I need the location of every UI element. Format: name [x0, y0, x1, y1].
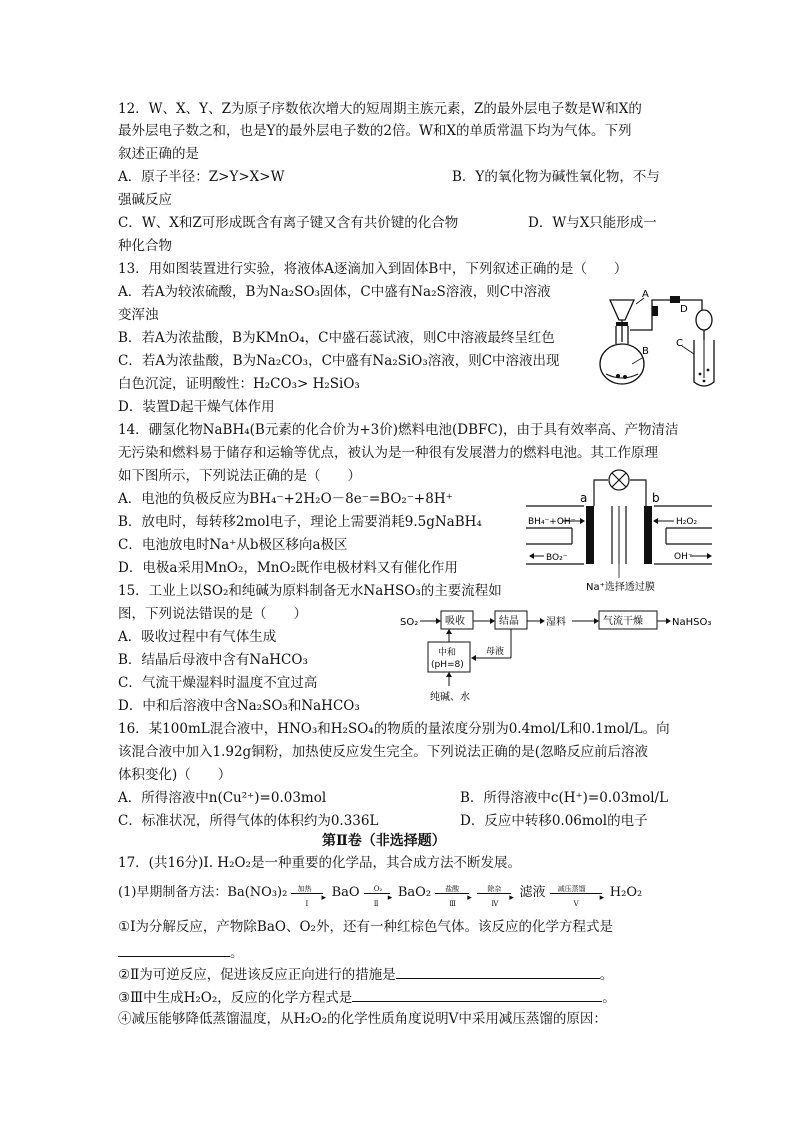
- q17-sub2-end: 。: [599, 967, 614, 983]
- q17-arrow-1-step: Ⅰ: [305, 899, 309, 908]
- q17-stem: 17．(共16分)Ⅰ. H₂O₂是一种重要的化学品，其合成方法不断发展。: [118, 855, 521, 871]
- q16-stem-line2: 该混合液中加入1.92g铜粉，加热使反应发生完全。下列说法正确的是(忽略反应前后溶液: [118, 744, 648, 760]
- q13-option-a: A．若A为较浓硫酸，B为Na₂SO₃固体，C中盛有Na₂S溶液，则C中溶液: [118, 284, 551, 300]
- q15-fig-ph: (pH=8): [431, 660, 464, 670]
- q12-option-a: A．原子半径：Z>Y>X>W: [118, 169, 285, 185]
- q14-option-d: D．电极a采用MnO₂，MnO₂既作电极材料又有催化作用: [118, 560, 458, 576]
- q15-fig-mother: 母液: [486, 647, 505, 657]
- q14-fig-electrode-b: b: [652, 491, 660, 505]
- q16-stem-line3: 体积变化)（ ）: [118, 767, 232, 783]
- q17-sub3-text: ③Ⅲ中生成H₂O₂，反应的化学方程式是: [118, 990, 353, 1006]
- q14-option-b: B．放电时，每转移2mol电子，理论上需要消耗9.5gNaBH₄: [118, 514, 482, 530]
- q13-fig-label-c: C: [676, 338, 683, 349]
- q14-option-a: A．电池的负极反应为BH₄⁻+2H₂O－8e⁻=BO₂⁻+8H⁺: [118, 491, 453, 507]
- q13-option-d: D．装置D起干燥气体作用: [118, 399, 275, 415]
- q17-arrow-2-step: Ⅱ: [373, 899, 379, 908]
- q17-arrow-3-step: Ⅲ: [449, 899, 456, 908]
- q15-option-c: C．气流干燥湿料时温度不宜过高: [118, 675, 318, 691]
- q14-stem-line2: 无污染和燃料易于储存和运输等优点，被认为是一种很有发展潜力的燃料电池。其工作原理: [118, 445, 658, 461]
- q17-arrow-3: 盐酸 ▸ Ⅲ: [435, 886, 473, 900]
- q17-species-bao2: BaO₂: [397, 885, 432, 900]
- q12-option-d: D．W与X只能形成一: [528, 215, 657, 231]
- q15-fig-crystal: 结晶: [499, 616, 519, 627]
- q17-sub1-answer: [118, 942, 244, 962]
- q17-species-h2o2: H₂O₂: [609, 885, 643, 900]
- q17-arrow-5-label: 减压蒸馏: [557, 884, 586, 893]
- q13-fig-label-a: A: [642, 289, 649, 300]
- q16-option-c: C．标准状况，所得气体的体积约为0.336L: [118, 813, 379, 829]
- section-two-heading: 第Ⅱ卷（非选择题）: [322, 833, 446, 849]
- q17-arrow-2-label: O₂: [373, 884, 383, 893]
- q17-sub1-blank[interactable]: [118, 942, 230, 957]
- q13-fig-label-b: B: [642, 346, 649, 357]
- q13-option-c-cont: 白色沉淀，证明酸性：H₂CO₃> H₂SiO₃: [118, 376, 360, 392]
- q15-stem-line2: 图，下列说法错误的是（ ）: [118, 606, 307, 622]
- q12-option-d-cont: 种化合物: [118, 238, 172, 254]
- q16-option-b: B．所得溶液中c(H⁺)=0.03mol/L: [460, 790, 669, 806]
- q15-fig-dry: 气流干燥: [603, 616, 643, 627]
- q16-option-a: A．所得溶液中n(Cu²⁺)=0.03mol: [118, 790, 327, 806]
- q14-stem-line3: 如下图所示，下列说法正确的是（ ）: [118, 468, 361, 484]
- q17-species-bao: BaO: [331, 885, 360, 900]
- q13-option-b: B．若A为浓盐酸，B为KMnO₄，C中盛石蕊试液，则C中溶液最终呈红色: [118, 330, 555, 346]
- q14-fig-electrode-a: a: [580, 491, 588, 505]
- q17-early-method: [118, 884, 643, 908]
- q17-sub3-blank[interactable]: [352, 987, 602, 1002]
- q14-fuel-cell-figure: [524, 466, 714, 596]
- q17-early-label: (1)早期制备方法：Ba(NO₃)₂: [118, 885, 288, 900]
- q17-sub3-end: 。: [602, 990, 616, 1006]
- q13-stem: 13．用如图装置进行实验，将液体A逐滴加入到固体B中，下列叙述正确的是（ ）: [118, 261, 628, 277]
- q17-arrow-3-label: 盐酸: [445, 884, 460, 893]
- q15-fig-absorb: 吸收: [445, 616, 465, 627]
- q17-arrow-5: 减压蒸馏 ▸ Ⅴ: [550, 886, 606, 900]
- q13-fig-label-d: D: [680, 304, 688, 315]
- q12-option-b-cont: 强碱反应: [118, 192, 172, 208]
- q17-arrow-5-step: Ⅴ: [573, 899, 579, 908]
- q13-apparatus-figure: [592, 282, 732, 392]
- q15-stem-line1: 15．工业上以SO₂和纯碱为原料制备无水NaHSO₃的主要流程如: [118, 583, 502, 599]
- q15-fig-soda: 纯碱、水: [430, 692, 470, 703]
- q17-sub1-text: ①Ⅰ为分解反应，产物除BaO、O₂外，还有一种红棕色气体。该反应的化学方程式是: [118, 919, 613, 935]
- q14-fig-membrane-label: Na⁺选择透过膜: [586, 582, 655, 593]
- q17-arrow-4-label: 除杂: [487, 884, 502, 893]
- q17-sub2-blank[interactable]: [396, 964, 600, 979]
- q17-sub4-text: ④减压能够降低蒸馏温度，从H₂O₂的化学性质角度说明Ⅴ中采用减压蒸馏的原因：: [118, 1011, 607, 1027]
- q15-fig-wet: 湿料: [546, 617, 566, 628]
- q17-arrow-1: 加热 ▸ Ⅰ: [291, 886, 327, 900]
- q13-option-c: C．若A为浓盐酸，B为Na₂CO₃，C中盛有Na₂SiO₃溶液，则C中溶液出现: [118, 353, 560, 369]
- q12-option-c: C．W、X和Z可形成既含有离子键又含有共价键的化合物: [118, 215, 459, 231]
- q17-sub3: [118, 987, 616, 1007]
- q15-option-a: A．吸收过程中有气体生成: [118, 629, 277, 645]
- q17-arrow-2: O₂ ▸ Ⅱ: [364, 886, 394, 900]
- q16-option-d: D．反应中转移0.06mol的电子: [460, 813, 648, 829]
- q15-option-b: B．结晶后母液中含有NaHCO₃: [118, 652, 308, 668]
- q12-stem-line3: 叙述正确的是: [118, 146, 199, 162]
- q12-stem-line1: 12．W、X、Y、Z为原子序数依次增大的短周期主族元素，Z的最外层电子数是W和X的: [118, 101, 642, 117]
- q14-fig-left-output: BO₂⁻: [546, 553, 568, 563]
- q13-option-a-cont: 变浑浊: [118, 307, 159, 323]
- q15-process-flow-figure: [396, 608, 726, 704]
- q17-arrow-1-label: 加热: [297, 884, 312, 893]
- q17-arrow-4: 除杂 ▸ Ⅳ: [477, 886, 515, 900]
- q14-fig-right-input: H₂O₂: [676, 517, 698, 527]
- q15-fig-product: NaHSO₃: [672, 617, 712, 628]
- q17-sub2: [118, 964, 613, 984]
- q12-stem-line2: 最外层电子数之和，也是Y的最外层电子数的2倍。W和X的单质常温下均为气体。下列: [118, 123, 632, 139]
- q14-stem-line1: 14．硼氢化物NaBH₄(B元素的化合价为+3价)燃料电池(DBFC)，由于具有效率高、产物清洁: [118, 422, 679, 438]
- q14-fig-right-output: OH⁻: [674, 552, 693, 562]
- q17-species-filtrate: 滤液: [519, 885, 546, 900]
- q14-option-c: C．电池放电时Na⁺从b极区移向a极区: [118, 537, 348, 553]
- q12-option-b: B．Y的氧化物为碱性氧化物，不与: [452, 169, 660, 185]
- q17-sub2-text: ②Ⅱ为可逆反应，促进该反应正向进行的措施是: [118, 967, 396, 983]
- q14-fig-left-input: BH₄⁻+OH⁻: [528, 517, 576, 527]
- q15-fig-so2: SO₂: [400, 617, 419, 628]
- q16-stem-line1: 16．某100mL混合液中，HNO₃和H₂SO₄的物质的量浓度分别为0.4mol/L和0.1mol/L。向: [118, 721, 670, 737]
- q17-sub1-end: 。: [230, 945, 244, 961]
- q15-option-d: D．中和后溶液中含Na₂SO₃和NaHCO₃: [118, 698, 360, 714]
- q15-fig-neutral: 中和: [438, 648, 457, 658]
- q17-arrow-4-step: Ⅳ: [491, 899, 499, 908]
